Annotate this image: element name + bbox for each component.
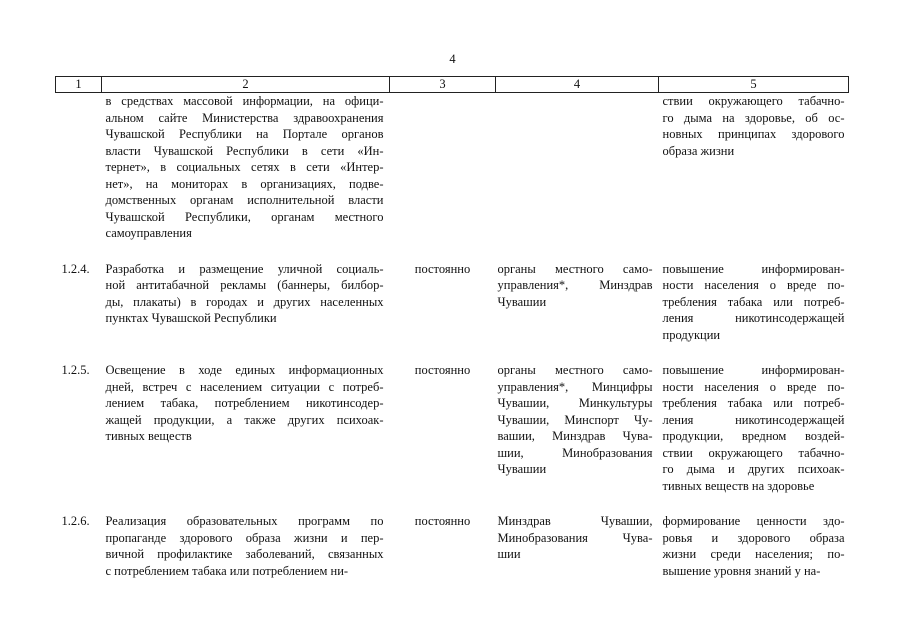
expected-result-line: ровья и здорового образа xyxy=(662,530,845,545)
expected-result-line: образа жизни xyxy=(662,143,735,158)
expected-result-line: ления никотинсодержащей xyxy=(662,311,845,325)
measure-description-line: власти Чувашской Республики в сети «Ин- xyxy=(105,143,384,158)
column-number-2: 2 xyxy=(102,77,390,93)
measure-description-line: самоуправления xyxy=(105,226,192,240)
expected-result xyxy=(659,362,849,494)
measure-description-line: Реализация образовательных программ по xyxy=(105,514,384,528)
item-number: 1.2.4. xyxy=(61,261,90,276)
deadline: постоянно xyxy=(414,261,471,276)
responsible-executors-line: Минздрав Чувашии, xyxy=(497,514,653,528)
table-row xyxy=(56,261,849,344)
measures-table xyxy=(55,76,849,579)
measure-description-line: ной антитабачной рекламы (баннеры, билбор- xyxy=(105,278,384,292)
responsible-executors-line: шии xyxy=(497,547,521,561)
expected-result xyxy=(659,93,849,242)
measure-description-line: нет», на мониторах в организациях, подве- xyxy=(105,176,384,191)
expected-result-line: го дыма на здоровье, об ос- xyxy=(662,110,845,125)
item-number xyxy=(56,93,102,242)
expected-result-line: продукции xyxy=(662,327,721,342)
expected-result-line: ления никотинсодержащей xyxy=(662,412,845,427)
responsible-executors-line: органы местного само- xyxy=(497,261,653,276)
row-spacer xyxy=(56,242,849,261)
measure-description-line: Освещение в ходе единых информационных xyxy=(105,363,384,377)
responsible-executors xyxy=(496,93,659,242)
measure-description-line: домственных органам исполнительной власти xyxy=(105,193,384,207)
table-row xyxy=(56,93,849,242)
responsible-executors-line: Чувашии xyxy=(497,294,547,309)
expected-result-line: повышение информирован- xyxy=(662,261,845,276)
table-row xyxy=(56,362,849,494)
expected-result-line: тивных веществ на здоровье xyxy=(662,478,815,493)
measure-description-line: пропаганде здорового образа жизни и пер- xyxy=(105,530,384,545)
expected-result-line: жизни среди населения; по- xyxy=(662,547,845,561)
measure-description xyxy=(102,261,390,344)
table-body xyxy=(56,93,849,580)
measure-description-line: ды, плакаты) в городах и других населенных xyxy=(105,294,384,309)
responsible-executors-line: управления*, Минцифры xyxy=(497,379,653,394)
column-number-1: 1 xyxy=(56,77,102,93)
measure-description xyxy=(102,93,390,242)
expected-result-line: вышение уровня знаний у на- xyxy=(662,563,821,578)
responsible-executors-line: Чувашии, Минкультуры xyxy=(497,396,653,410)
expected-result-line: требления табака или потреб- xyxy=(662,294,845,309)
row-spacer xyxy=(56,494,849,513)
measure-description-line: дней, встреч с населением ситуации с потреб- xyxy=(105,379,384,394)
responsible-executors-line: вашии, Минздрав Чува- xyxy=(497,429,653,443)
measure-description-line: с потреблением табака или потреблением ни- xyxy=(105,563,349,578)
responsible-executors-line: органы местного само- xyxy=(497,363,653,377)
item-number: 1.2.5. xyxy=(61,363,90,377)
expected-result-line: новных принципах здорового xyxy=(662,127,845,141)
measure-description-line: жащей продукции, а также других психоак- xyxy=(105,412,384,427)
table-header-row xyxy=(56,77,849,93)
expected-result xyxy=(659,261,849,344)
responsible-executors-line: управления*, Минздрав xyxy=(497,278,653,292)
page-number: 4 xyxy=(449,52,456,66)
measure-description xyxy=(102,513,390,579)
responsible-executors-line: Чувашии xyxy=(497,462,547,476)
responsible-executors xyxy=(496,261,659,344)
column-number-5: 5 xyxy=(659,77,849,93)
row-spacer xyxy=(56,343,849,362)
measure-description-line: Чувашской Республики на Портале органов xyxy=(105,127,384,141)
responsible-executors xyxy=(496,513,659,579)
column-number-4: 4 xyxy=(496,77,659,93)
measure-description-line: тивных веществ xyxy=(105,429,192,443)
measure-description-line: лением табака, потреблением никотинсодер- xyxy=(105,396,384,410)
measure-description-line: в средствах массовой информации, на офици- xyxy=(105,94,384,108)
measure-description-line: Чувашской Республики, органам местного xyxy=(105,209,384,224)
expected-result-line: формирование ценности здо- xyxy=(662,514,845,528)
expected-result-line: продукции, вредном воздей- xyxy=(662,429,845,443)
expected-result-line: го дыма и других психоак- xyxy=(662,462,845,476)
measure-description-line: тернет», в социальных сетях в сети «Интер- xyxy=(105,160,384,174)
responsible-executors-line: шии, Минобразования xyxy=(497,445,653,460)
expected-result-line: требления табака или потреб- xyxy=(662,396,845,410)
table-row xyxy=(56,513,849,579)
expected-result xyxy=(659,513,849,579)
responsible-executors-line: Чувашии, Минспорт Чу- xyxy=(497,412,653,427)
expected-result-line: ности населения о вреде по- xyxy=(662,278,845,292)
deadline xyxy=(390,93,496,242)
expected-result-line: ствии окружающего табачно- xyxy=(662,445,845,460)
measure-description-line: альном сайте Министерства здравоохранения xyxy=(105,110,384,125)
measure-description xyxy=(102,362,390,494)
expected-result-line: ствии окружающего табачно- xyxy=(662,94,845,108)
measure-description-line: пунктах Чувашской Республики xyxy=(105,311,277,325)
expected-result-line: повышение информирован- xyxy=(662,363,845,377)
measure-description-line: Разработка и размещение уличной социаль- xyxy=(105,261,384,276)
deadline: постоянно xyxy=(414,363,471,377)
responsible-executors xyxy=(496,362,659,494)
responsible-executors-line: Минобразования Чува- xyxy=(497,530,653,545)
deadline: постоянно xyxy=(414,514,471,528)
measure-description-line: вичной профилактике заболеваний, связанных xyxy=(105,547,384,561)
item-number: 1.2.6. xyxy=(61,514,90,528)
expected-result-line: ности населения о вреде по- xyxy=(662,379,845,394)
column-number-3: 3 xyxy=(390,77,496,93)
